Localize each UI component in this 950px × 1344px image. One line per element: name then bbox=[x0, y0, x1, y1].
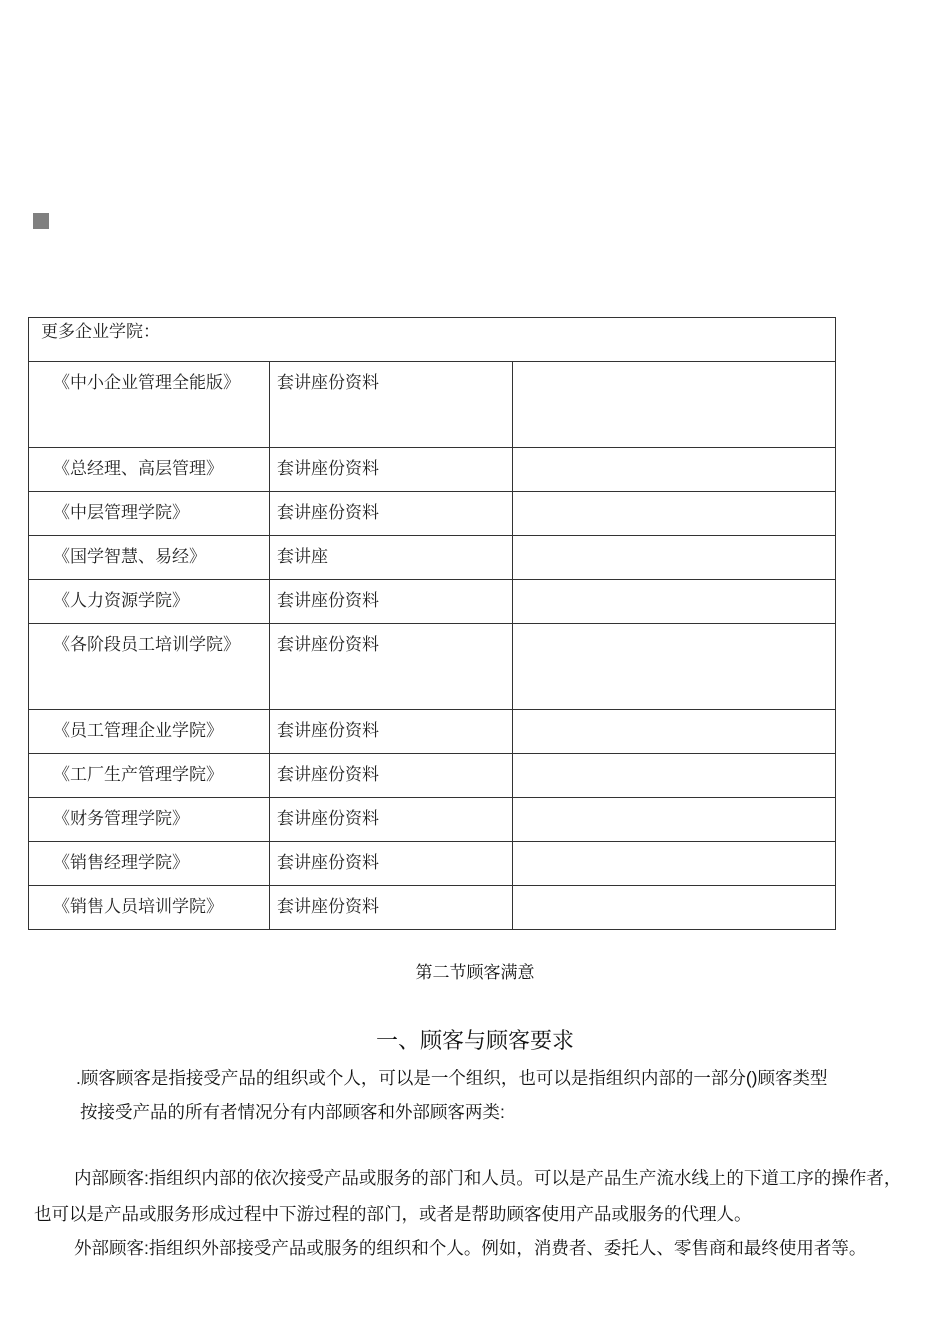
empty-cell bbox=[513, 754, 836, 798]
table-row bbox=[29, 362, 836, 448]
table-row bbox=[29, 798, 836, 842]
table-row bbox=[29, 448, 836, 492]
table-row bbox=[29, 492, 836, 536]
course-desc: 套讲座份资料 bbox=[270, 710, 513, 754]
empty-cell bbox=[513, 798, 836, 842]
course-desc: 套讲座份资料 bbox=[270, 842, 513, 886]
course-desc: 套讲座份资料 bbox=[270, 362, 513, 448]
course-name: 《员工管理企业学院》 bbox=[29, 710, 270, 754]
table-row bbox=[29, 624, 836, 710]
course-name: 《工厂生产管理学院》 bbox=[29, 754, 270, 798]
course-name: 《销售经理学院》 bbox=[29, 842, 270, 886]
empty-cell bbox=[513, 492, 836, 536]
table-row bbox=[29, 710, 836, 754]
section-title: 第二节顾客满意 bbox=[415, 963, 535, 982]
table-row bbox=[29, 842, 836, 886]
empty-cell bbox=[513, 448, 836, 492]
empty-cell bbox=[513, 710, 836, 754]
empty-cell bbox=[513, 624, 836, 710]
square-bullet-marker bbox=[33, 213, 49, 229]
chapter-title: 一、顾客与顾客要求 bbox=[375, 1028, 574, 1053]
table-row bbox=[29, 536, 836, 580]
paragraph-external-customer: 外部顾客:指组织外部接受产品或服务的组织和个人。例如，消费者、委托人、零售商和最终使用者等。 bbox=[74, 1238, 867, 1258]
table-row bbox=[29, 754, 836, 798]
course-desc: 套讲座份资料 bbox=[270, 624, 513, 710]
course-desc: 套讲座份资料 bbox=[270, 448, 513, 492]
paragraph-internal-customer: 内部顾客:指组织内部的依次接受产品或服务的部门和人员。可以是产品生产流水线上的下道工序的操作者，也可以是产品或服务形成过程中下游过程的部门，或者是帮助顾客使用产品或服务的代理人。 bbox=[34, 1168, 902, 1224]
table-row bbox=[29, 580, 836, 624]
table-row bbox=[29, 886, 836, 930]
course-name: 《总经理、高层管理》 bbox=[29, 448, 270, 492]
table-header-row bbox=[29, 318, 836, 362]
empty-cell bbox=[513, 842, 836, 886]
empty-cell bbox=[513, 886, 836, 930]
empty-cell bbox=[513, 536, 836, 580]
empty-cell bbox=[513, 362, 836, 448]
paragraph-customer-definition: .顾客顾客是指接受产品的组织或个人，可以是一个组织，也可以是指组织内部的一部分()顾客类型 bbox=[76, 1068, 828, 1088]
course-name: 《国学智慧、易经》 bbox=[29, 536, 270, 580]
course-desc: 套讲座份资料 bbox=[270, 580, 513, 624]
course-name: 《销售人员培训学院》 bbox=[29, 886, 270, 930]
course-name: 《财务管理学院》 bbox=[29, 798, 270, 842]
course-name: 《人力资源学院》 bbox=[29, 580, 270, 624]
course-name: 《中小企业管理全能版》 bbox=[29, 362, 270, 448]
course-desc: 套讲座份资料 bbox=[270, 798, 513, 842]
course-desc: 套讲座 bbox=[270, 536, 513, 580]
course-desc: 套讲座份资料 bbox=[270, 492, 513, 536]
course-name: 《各阶段员工培训学院》 bbox=[29, 624, 270, 710]
paragraph-customer-types: 按接受产品的所有者情况分有内部顾客和外部顾客两类: bbox=[80, 1102, 505, 1122]
course-desc: 套讲座份资料 bbox=[270, 886, 513, 930]
table-header: 更多企业学院： bbox=[29, 318, 836, 362]
empty-cell bbox=[513, 580, 836, 624]
courses-table bbox=[28, 317, 836, 930]
course-name: 《中层管理学院》 bbox=[29, 492, 270, 536]
course-desc: 套讲座份资料 bbox=[270, 754, 513, 798]
